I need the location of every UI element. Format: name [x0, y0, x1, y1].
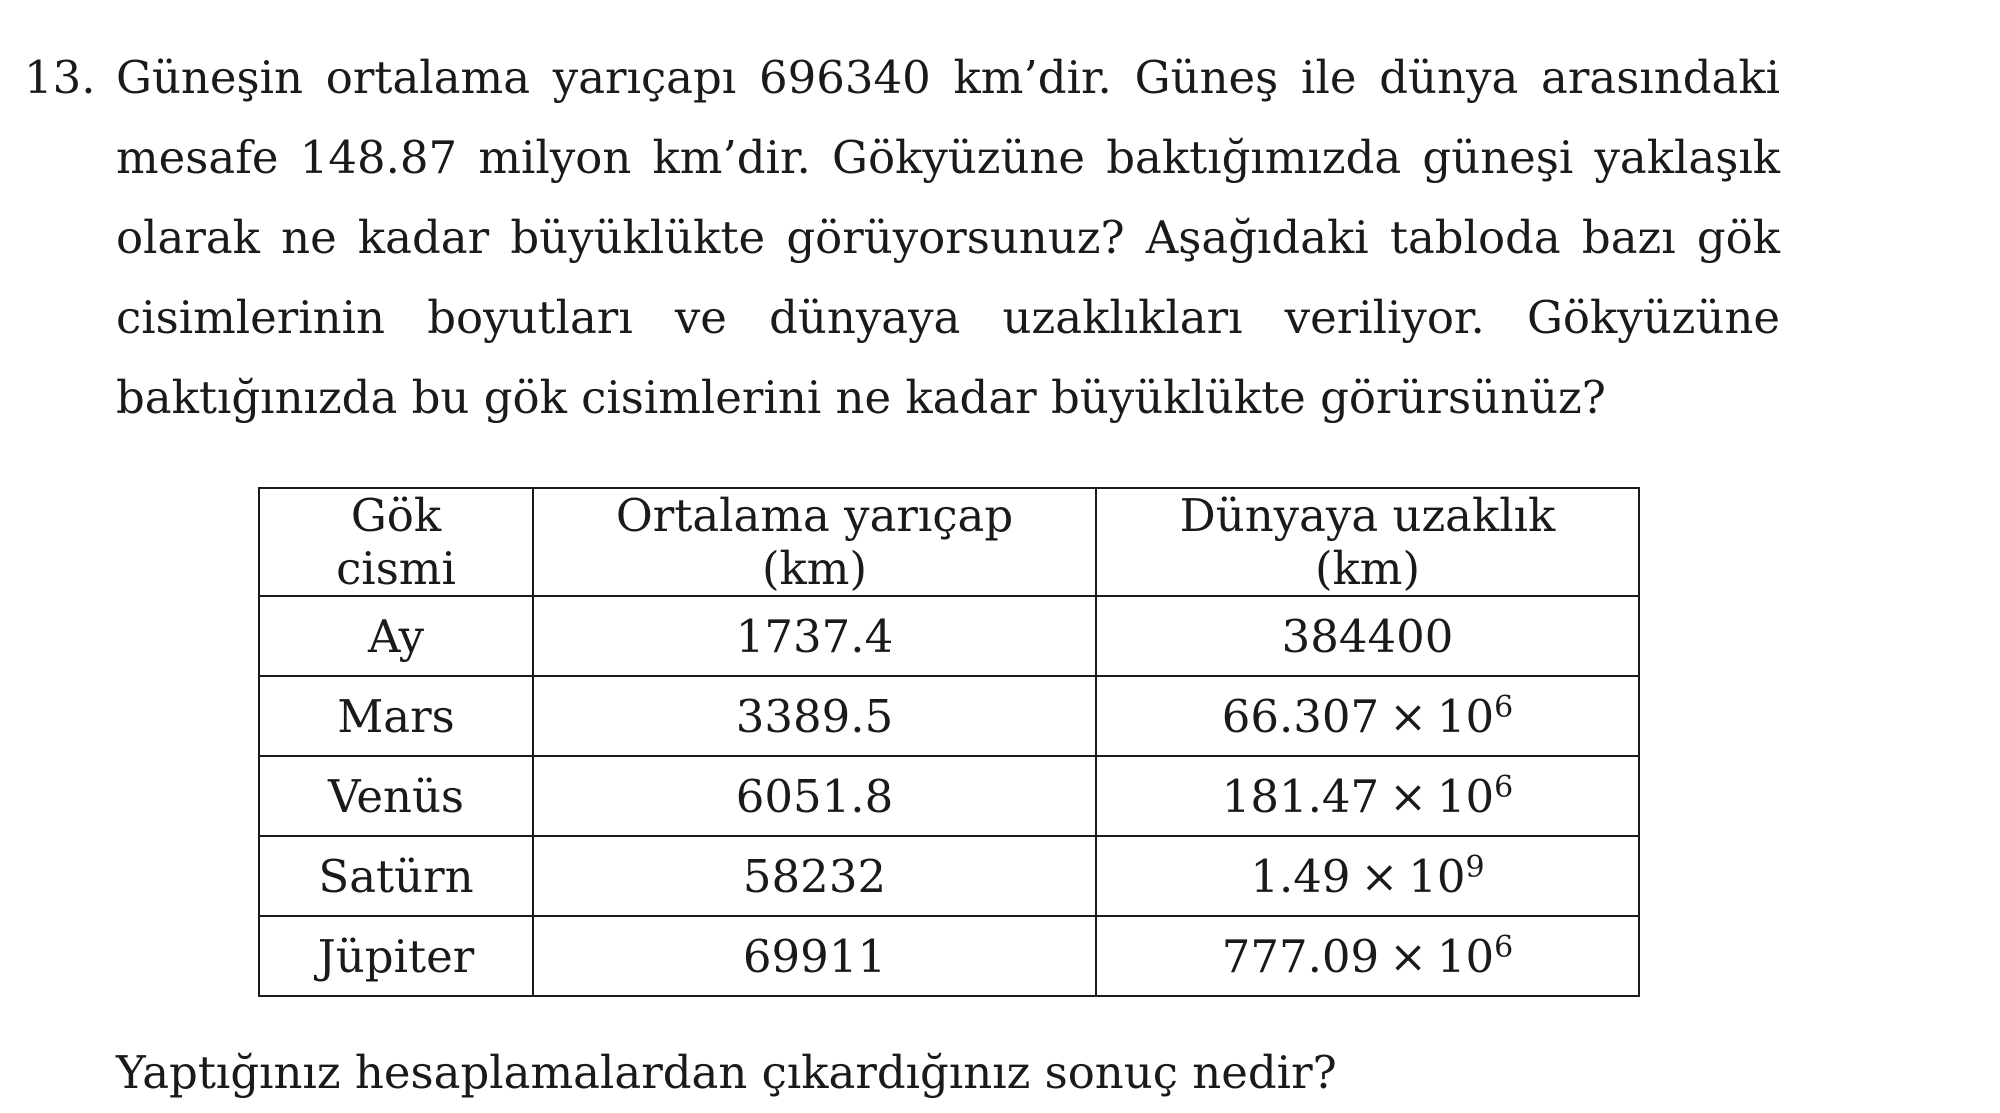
distance-mantissa: 777.09: [1221, 929, 1380, 983]
cell-distance: [1096, 676, 1639, 756]
table-row: [259, 596, 1639, 676]
distance-exponent: 6: [1494, 929, 1514, 965]
cell-radius: 69911: [533, 916, 1096, 996]
header-distance: Dünyaya uzaklık (km): [1096, 488, 1639, 596]
cell-radius: 58232: [533, 836, 1096, 916]
cell-body: Ay: [259, 596, 533, 676]
header-radius: Ortalama yarıçap (km): [533, 488, 1096, 596]
distance-base: 10: [1436, 689, 1495, 743]
distance-exponent: 6: [1494, 769, 1514, 805]
distance-mantissa: 66.307: [1221, 689, 1380, 743]
header-body: Gök cismi: [259, 488, 533, 596]
problem-text: Güneşin ortalama yarıçapı 696340 km’dir. Güneş ile dünya arasındaki mesafe 148.87 milyon km’dir. Gökyüzüne baktığımızda güneşi yaklaşık olarak ne kadar büyüklükte görüyorsunuz? Aşağıdaki tabloda bazı gök cisimlerinin boyutları ve dünyaya uzaklıkları veriliyor. Gökyüzüne baktığınızda bu gök cisimlerini ne kadar büyüklükte görürsünüz?: [116, 51, 1780, 424]
conclusion-question: Yaptığınız hesaplamalardan çıkardığınız sonuç nedir?: [116, 1046, 1337, 1099]
times-sign: ×: [1389, 929, 1427, 983]
cell-distance: [1096, 756, 1639, 836]
cell-body: Satürn: [259, 836, 533, 916]
cell-radius: 1737.4: [533, 596, 1096, 676]
cell-radius: 6051.8: [533, 756, 1096, 836]
table-row: [259, 916, 1639, 996]
times-sign: ×: [1360, 849, 1399, 903]
distance-exponent: 9: [1465, 849, 1485, 885]
table-row: [259, 836, 1639, 916]
celestial-bodies-table: [258, 487, 1640, 997]
distance-base: 10: [1436, 769, 1495, 823]
distance-mantissa: 384400: [1281, 609, 1454, 663]
cell-distance: [1096, 596, 1639, 676]
distance-exponent: 6: [1494, 689, 1514, 725]
cell-body: Jüpiter: [259, 916, 533, 996]
cell-radius: 3389.5: [533, 676, 1096, 756]
distance-mantissa: 1.49: [1250, 849, 1351, 903]
distance-base: 10: [1436, 929, 1495, 983]
table-header-row: [259, 488, 1639, 596]
times-sign: ×: [1389, 689, 1427, 743]
distance-mantissa: 181.47: [1221, 769, 1380, 823]
cell-body: Venüs: [259, 756, 533, 836]
times-sign: ×: [1389, 769, 1427, 823]
cell-distance: [1096, 916, 1639, 996]
cell-body: Mars: [259, 676, 533, 756]
distance-base: 10: [1408, 849, 1466, 903]
problem-number: 13.: [24, 51, 96, 104]
table-row: [259, 676, 1639, 756]
cell-distance: [1096, 836, 1639, 916]
table-row: [259, 756, 1639, 836]
